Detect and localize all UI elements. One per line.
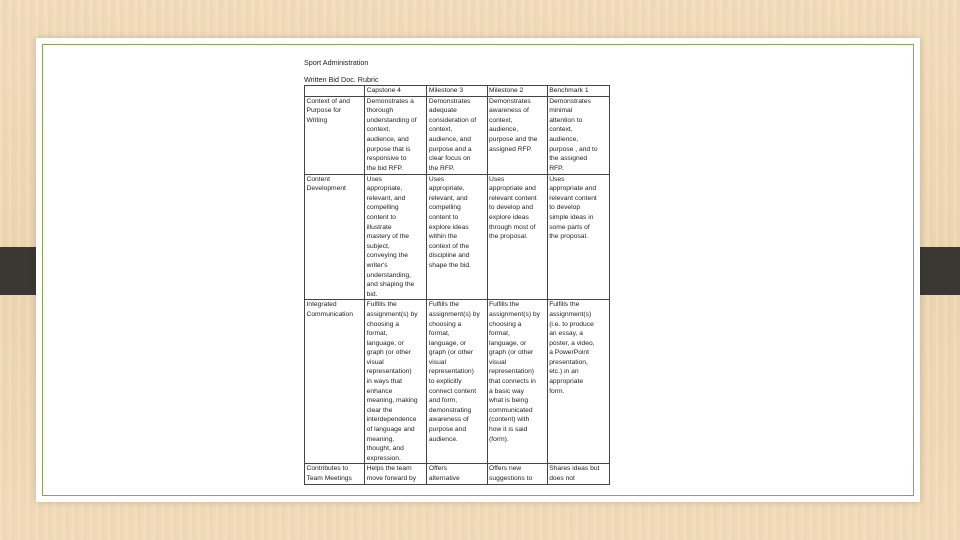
rubric-cell: Offers alternative: [427, 464, 487, 485]
rubric-cell: Uses appropriate and relevant content to develop simple ideas in some parts of the proposal.: [547, 174, 609, 300]
criterion-cell: Context of and Purpose for Writing: [305, 96, 365, 174]
rubric-cell: Fulfills the assignment(s) by choosing a format, language, or graph (or other visual representation) that connects in a basic way what is being communicated (content) with how it is said (form).: [487, 300, 547, 464]
rubric-row: [305, 464, 610, 485]
rubric-cell: Demonstrates a thorough understanding of context, audience, and purpose that is responsive to the bid RFP.: [365, 96, 427, 174]
rubric-cell: Fulfills the assignment(s) (i.e. to produce an essay, a poster, a video, a PowerPoint presentation, etc.) in an appropriate form.: [547, 300, 609, 464]
rubric-cell: Uses appropriate, relevant, and compelling content to explore ideas within the context of the discipline and shape the bid.: [427, 174, 487, 300]
rubric-row: [305, 96, 610, 174]
rubric-table: [304, 85, 610, 485]
rubric-cell: Demonstrates minimal attention to context, audience, purpose , and to the assigned RFP.: [547, 96, 609, 174]
document-title: Sport Administration: [304, 58, 369, 67]
rubric-cell: Demonstrates adequate consideration of context, audience, and purpose and a clear focus on the RFP.: [427, 96, 487, 174]
rubric-cell: Helps the team move forward by: [365, 464, 427, 485]
rubric-row: [305, 174, 610, 300]
criterion-cell: Contributes to Team Meetings: [305, 464, 365, 485]
document-subtitle: Written Bid Doc. Rubric: [304, 75, 379, 84]
rubric-cell: Shares ideas but does not: [547, 464, 609, 485]
rubric-cell: Uses appropriate and relevant content to develop and explore ideas through most of the proposal.: [487, 174, 547, 300]
criterion-cell: Integrated Communication: [305, 300, 365, 464]
rubric-cell: Fulfills the assignment(s) by choosing a format, language, or graph (or other visual representation) in ways that enhance meaning, making clear the interdependence of language and meaning, thought, and expression.: [365, 300, 427, 464]
rubric-cell: Uses appropriate, relevant, and compelling content to illustrate mastery of the subject, conveying the writer's understanding, and shaping the bid.: [365, 174, 427, 300]
criterion-cell: Content Development: [305, 174, 365, 300]
rubric-header-row: [305, 86, 610, 97]
rubric-row: [305, 300, 610, 464]
header-milestone-3: Milestone 3: [427, 86, 487, 97]
header-criterion: [305, 86, 365, 97]
header-benchmark-1: Benchmark 1: [547, 86, 609, 97]
rubric-cell: Demonstrates awareness of context, audience, purpose and the assigned RFP.: [487, 96, 547, 174]
rubric-cell: Fulfills the assignment(s) by choosing a format, language, or graph (or other visual representation) to explicitly connect content and form, demonstrating awareness of purpose and audience.: [427, 300, 487, 464]
rubric-cell: Offers new suggestions to: [487, 464, 547, 485]
header-milestone-2: Milestone 2: [487, 86, 547, 97]
header-capstone-4: Capstone 4: [365, 86, 427, 97]
